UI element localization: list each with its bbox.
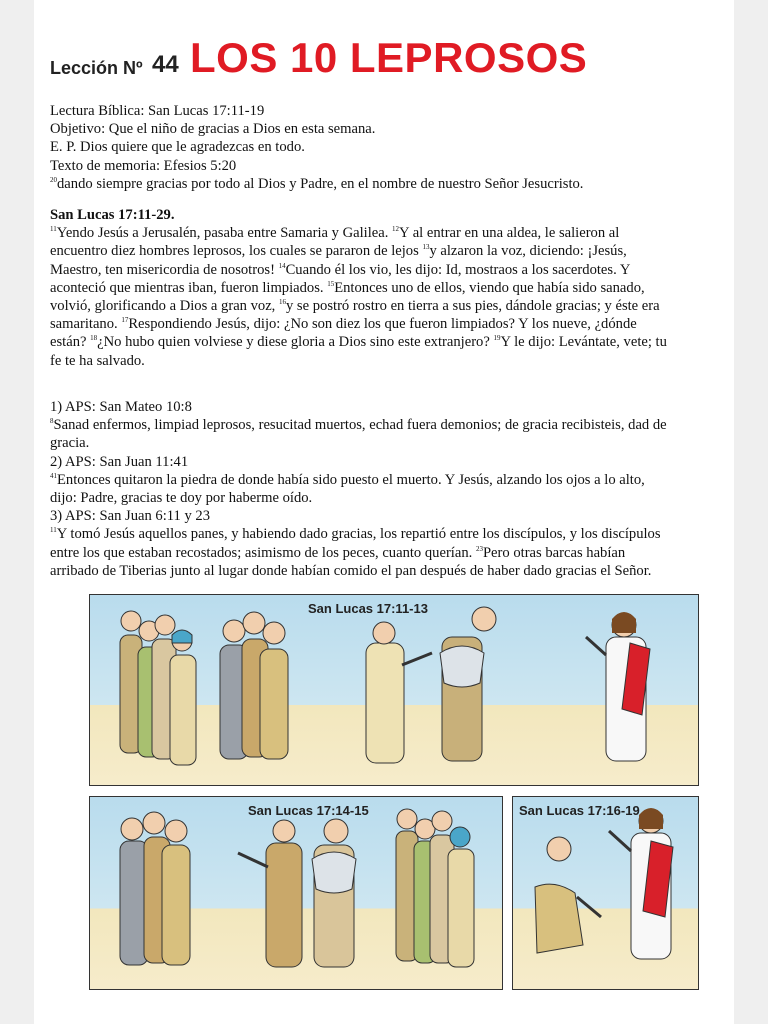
lepers-walking-illustration [90,797,502,989]
aps-heading: 1) APS: San Mateo 10:8 [50,399,192,415]
verse-number: 8 [50,417,54,426]
passage-heading: San Lucas 17:11-29. [50,207,175,223]
aps-text [50,471,670,507]
memory-verse [50,175,670,193]
verse-number: 11 [50,225,57,234]
verse-number: 18 [90,334,98,343]
verse-text: ¿No hubo quien volviese y diese gloria a Dios sino este extranjero? [97,334,494,351]
leper-with-shawl [440,607,496,761]
lesson-number: 44 [152,51,179,78]
verse-number: 15 [327,279,335,288]
aps-verse: Sanad enfermos, limpiad leprosos, resucitad muertos, echad fuera demonios; de gracia recibisteis, dad de gracia. [50,417,667,452]
illustration-panel-bottom-right [512,796,699,990]
leper-group-middle [220,612,288,759]
aps-verse: Pero otras barcas habían arribado de Tiberias junto al lugar donde habían comido el pan después de haber dado gracias el Señor. [50,544,652,579]
illustration-panel-bottom-left [89,796,503,990]
aps-text [50,525,670,580]
passage-text [50,224,670,370]
leper-with-shawl [312,819,356,967]
illustration-panel-top [89,594,699,786]
panel-caption: San Lucas 17:14-15 [248,803,369,818]
panel-caption: San Lucas 17:16-19 [519,803,640,818]
verse-text: Cuando él los vio, les dijo: Id, mostraos a los sacerdotes. Y aconteció que mientras iban, fueron limpiados. [50,261,630,296]
jesus-figure [586,612,650,761]
lepers-and-jesus-illustration [90,595,698,785]
reading-line: Lectura Bíblica: San Lucas 17:11-19 [50,103,265,119]
verse-number: 23 [475,544,483,553]
jesus-figure [609,808,673,959]
verse-number: 19 [493,334,501,343]
samaritan-thanks-jesus-illustration [513,797,698,989]
verse-number: 20 [50,175,57,184]
leper-walking-man [366,622,432,763]
verse-number: 16 [278,298,286,307]
verse-number: 13 [422,243,430,252]
verse-text: Respondiendo Jesús, dijo: ¿No son diez los que fueron limpiados? Y los nueve, ¿dónde están? [50,316,637,351]
aps-verse: Y tomó Jesús aquellos panes, y habiendo dado gracias, los repartió entre los discípulos, y los discípulos entre los que estaban recostados; asimismo de los peces, cuanto querían. [50,526,661,561]
kneeling-samaritan [535,837,601,953]
memory-text-line: Texto de memoria: Efesios 5:20 [50,157,237,174]
verse-text: Y le dijo: Levántate, vete; tu fe te ha salvado. [50,334,667,369]
aps-block [50,398,670,580]
intro-block [50,102,670,193]
aps-heading: 3) APS: San Juan 6:11 y 23 [50,508,211,525]
leper-group-right [396,809,474,967]
memory-verse-text: dando siempre gracias por todo al Dios y Padre, en el nombre de nuestro Señor Jesucristo. [57,175,584,192]
verse-text: Y al entrar en una aldea, le salieron al encuentro diez hombres leprosos, los cuales se pararon de lejos [50,225,620,260]
verse-number: 17 [121,316,129,325]
leper-walking-man [238,820,302,967]
verse-text: y se postró rostro en tierra a sus pies, dándole gracias; y éste era samaritano. [50,298,660,333]
ep-line: E. P. Dios quiere que le agradezcas en todo. [50,139,305,156]
passage-block [50,206,670,370]
aps-text [50,416,670,452]
verse-text: y alzaron la voz, diciendo: ¡Jesús, Maestro, ten misericordia de nosotros! [50,243,627,278]
lesson-title: LOS 10 LEPROSOS [190,34,588,81]
verse-number: 41 [50,471,57,480]
panel-caption: San Lucas 17:11-13 [308,601,428,616]
verse-number: 11 [50,526,57,535]
aps-verse: Entonces quitaron la piedra de donde había sido puesto el muerto. Y Jesús, alzando los ojos a lo alto, dijo: Padre, gracias te doy por haberme oído. [50,471,645,507]
verse-text: Entonces uno de ellos, viendo que había sido sanado, volvió, glorificando a Dios a gran voz, [50,279,645,315]
objective-line: Objetivo: Que el niño de gracias a Dios en esta semana. [50,121,376,138]
leper-group-left [120,611,196,765]
aps-heading: 2) APS: San Juan 11:41 [50,453,189,470]
leper-group-left [120,812,190,965]
lesson-header [50,34,690,84]
verse-number: 14 [278,261,286,270]
lesson-label: Lección Nº [50,58,143,78]
verse-number: 12 [392,225,400,234]
verse-text: Yendo Jesús a Jerusalén, pasaba entre Samaria y Galilea. [56,225,393,242]
